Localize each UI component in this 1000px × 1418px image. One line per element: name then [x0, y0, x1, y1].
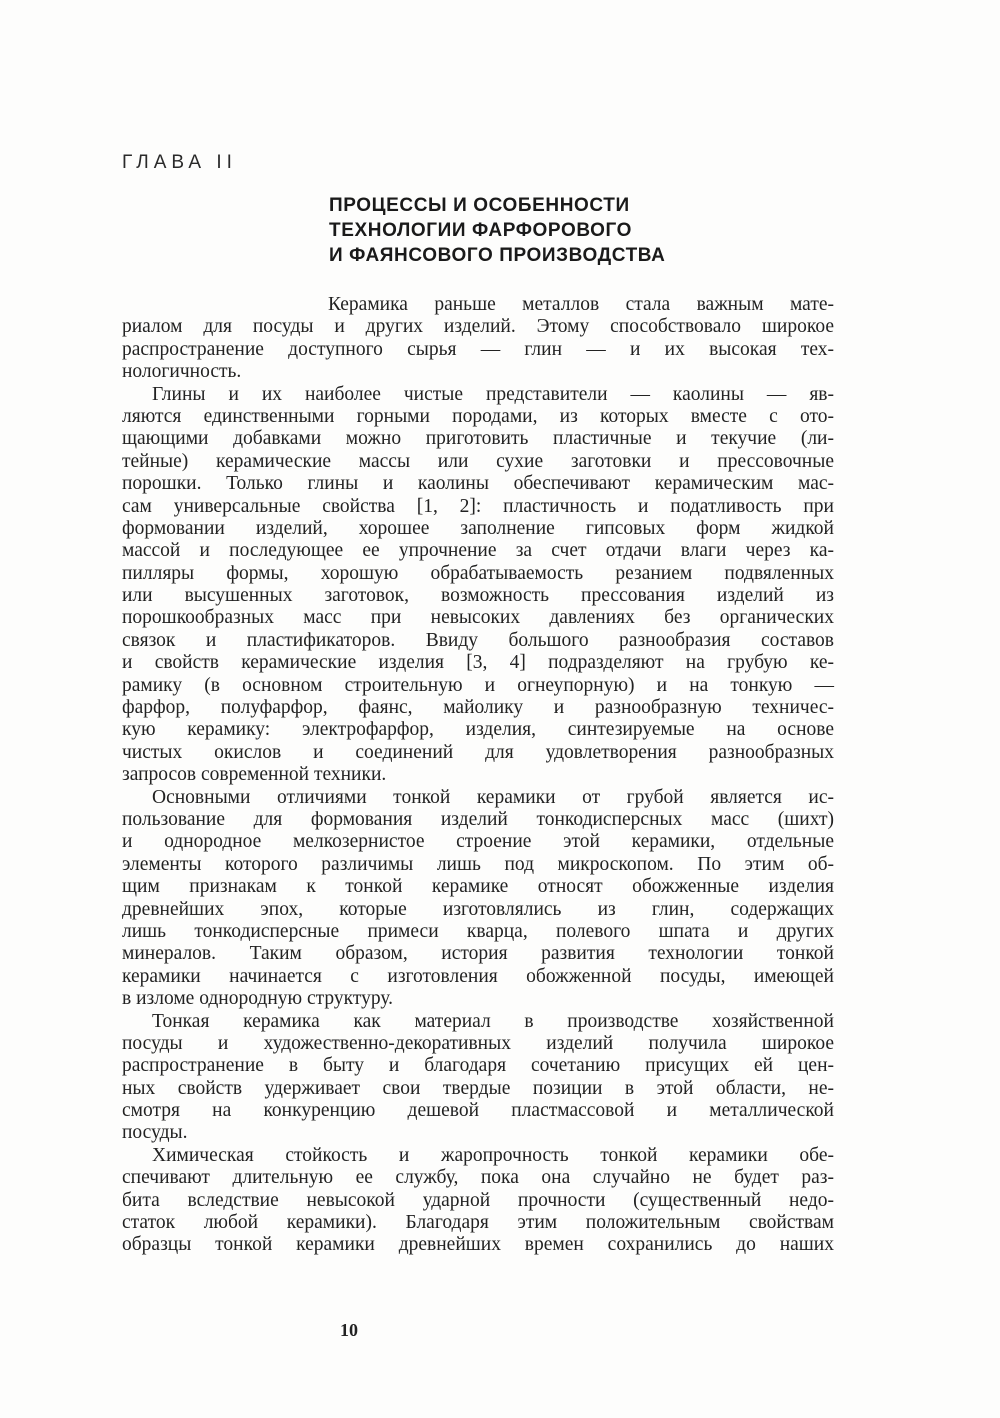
text-line: образцы тонкой керамики древнейших времен сохранились до наших — [122, 1234, 834, 1256]
chapter-title — [329, 193, 666, 268]
title-line: ТЕХНОЛОГИИ ФАРФОРОВОГО — [329, 220, 633, 241]
text-line: формовании изделий, хорошее заполнение гипсовых форм жидкой — [122, 517, 834, 539]
text-line: порошки. Только глины и каолины обеспечивают керамическим мас- — [122, 473, 834, 495]
text-line: ляются единственными горными породами, из которых вместе с ото- — [122, 405, 834, 427]
text-line: Химическая стойкость и жаропрочность тонкой керамики обе- — [152, 1144, 834, 1166]
text-line: связок и пластификаторов. Ввиду большого разнообразия составов — [122, 629, 834, 651]
text-line: статок любой керамики). Благодаря этим положительным свойствам — [122, 1212, 834, 1234]
text-line: распространение в быту и благодаря сочетанию присущих ей цен- — [122, 1055, 834, 1077]
page-number: 10 — [340, 1320, 358, 1340]
text-line: минералов. Таким образом, история развития технологии тонкой — [122, 943, 834, 965]
text-line: посуды. — [122, 1122, 188, 1144]
body-text — [122, 294, 834, 1257]
text-line: риалом для посуды и других изделий. Этому способствовало широкое — [122, 316, 834, 338]
text-line: нологичность. — [122, 361, 242, 383]
text-line: лишь тонкодисперсные примеси кварца, полевого шпата и других — [122, 920, 834, 942]
text-line: сам универсальные свойства [1, 2]: пластичность и податливость при — [122, 495, 834, 517]
text-line: фарфор, полуфарфор, фаянс, майолику и разнообразную техничес- — [122, 697, 834, 719]
text-line: запросов современной техники. — [122, 764, 387, 786]
title-line: ПРОЦЕССЫ И ОСОБЕННОСТИ — [329, 195, 630, 216]
text-line: бита вследствие невысокой ударной прочности (существенный недо- — [122, 1189, 834, 1211]
text-line: распространение доступного сырья — глин — и их высокая тех- — [122, 338, 834, 360]
text-line: спечивают длительную ее службу, пока она случайно не будет раз- — [122, 1167, 834, 1189]
text-line: порошкообразных масс при невысоких давлениях без органических — [122, 607, 834, 629]
text-line: и свойств керамические изделия [3, 4] подразделяют на грубую ке- — [122, 652, 834, 674]
text-line: элементы которого различимы лишь под микроскопом. По этим об- — [122, 853, 834, 875]
text-line: Основными отличиями тонкой керамики от грубой является ис- — [152, 786, 834, 808]
title-line: И ФАЯНСОВОГО ПРОИЗВОДСТВА — [329, 245, 666, 266]
text-line: пилляры формы, хорошую обрабатываемость резанием подвяленных — [122, 562, 834, 584]
text-line: в изломе однородную структуру. — [122, 988, 394, 1010]
text-line: пользование для формования изделий тонкодисперсных масс (шихт) — [122, 808, 834, 830]
text-line: массой и последующее ее упрочнение за счет отдачи влаги через ка- — [122, 540, 834, 562]
text-line: рамику (в основном строительную и огнеупорную) и на тонкую — — [122, 674, 834, 696]
text-line: кую керамику: электрофарфор, изделия, синтезируемые на основе — [122, 719, 834, 741]
text-line: или высушенных заготовок, возможность прессования изделий из — [122, 585, 834, 607]
text-line: чистых окислов и соединений для удовлетворения разнообразных — [122, 741, 834, 763]
text-line: керамики начинается с изготовления обожженной посуды, имеющей — [122, 965, 834, 987]
text-line: смотря на конкуренцию дешевой пластмассовой и металлической — [122, 1100, 834, 1122]
text-line: и однородное мелкозернистое строение этой керамики, отдельные — [122, 831, 834, 853]
text-line: щающими добавками можно приготовить пластичные и текучие (ли- — [122, 428, 834, 450]
text-line: древнейших эпох, которые изготовлялись из глин, содержащих — [122, 898, 834, 920]
text-line: тейные) керамические массы или сухие заготовки и прессовочные — [122, 450, 834, 472]
text-line: Керамика раньше металлов стала важным мате- — [328, 294, 834, 315]
text-line: Тонкая керамика как материал в производстве хозяйственной — [152, 1010, 834, 1032]
text-line: Глины и их наиболее чистые представители — каолины — яв- — [152, 383, 834, 405]
chapter-heading: ГЛАВА II — [122, 152, 237, 173]
text-line: посуды и художественно-декоративных изделий получила широкое — [122, 1032, 834, 1054]
text-line: щим признакам к тонкой керамике относят обожженные изделия — [122, 876, 834, 898]
text-line: ных свойств удерживает свои твердые позиции в этой области, не- — [122, 1077, 834, 1099]
